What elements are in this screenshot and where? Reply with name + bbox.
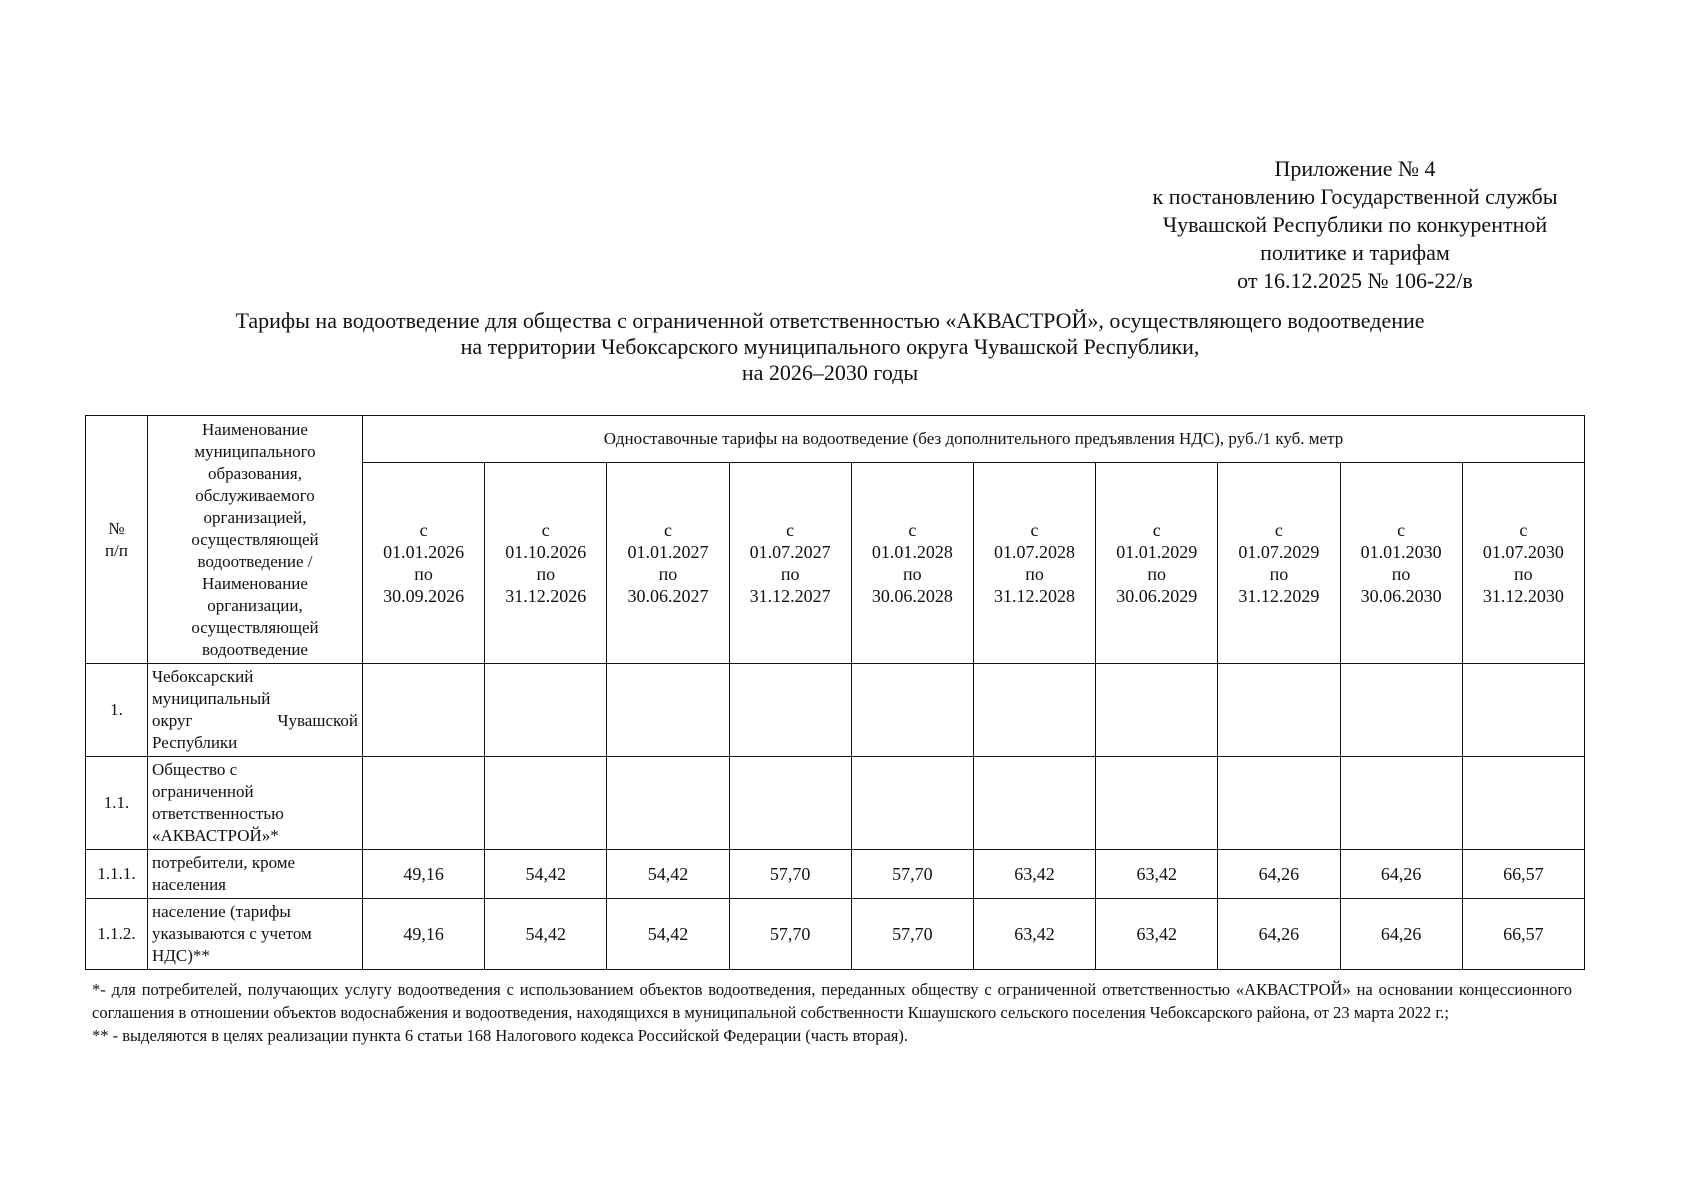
tariff-value [607, 757, 729, 850]
period-header: с 01.07.2029 по 31.12.2029 [1218, 463, 1340, 664]
tariff-value: 57,70 [729, 850, 851, 899]
period-header: с 01.01.2026 по 30.09.2026 [363, 463, 485, 664]
tariff-value: 66,57 [1462, 899, 1584, 970]
row-name: Общество с ограниченной ответственностью «АКВАСТРОЙ»* [148, 757, 363, 850]
row-name: потребители, кроме населения [148, 850, 363, 899]
appendix-line: Приложение № 4 [1274, 156, 1436, 181]
tariff-value [729, 757, 851, 850]
appendix-line: политике и тарифам [1260, 240, 1450, 265]
row-number: 1. [86, 664, 148, 757]
tariff-value: 49,16 [363, 850, 485, 899]
table-row [86, 899, 1585, 970]
period-header: с 01.07.2028 по 31.12.2028 [973, 463, 1095, 664]
tariff-value: 57,70 [851, 850, 973, 899]
table-row [86, 664, 1585, 757]
tariff-value: 57,70 [729, 899, 851, 970]
tariff-value [1096, 757, 1218, 850]
title-line: Тарифы на водоотведение для общества с ограниченной ответственностью «АКВАСТРОЙ», осуществляющего водоотведение [235, 308, 1425, 333]
tariff-value [485, 757, 607, 850]
period-header: с 01.01.2027 по 30.06.2027 [607, 463, 729, 664]
appendix-block [1120, 155, 1590, 295]
tariff-value: 64,26 [1340, 899, 1462, 970]
tariff-value: 57,70 [851, 899, 973, 970]
tariff-table [85, 415, 1585, 970]
table-row [86, 757, 1585, 850]
tariff-value: 54,42 [485, 899, 607, 970]
title-line: на 2026–2030 годы [741, 360, 919, 385]
tariff-value: 64,26 [1218, 899, 1340, 970]
title-line: на территории Чебоксарского муниципального округа Чувашской Республики, [460, 334, 1200, 359]
tariff-value: 54,42 [607, 899, 729, 970]
row-name: Чебоксарский муниципальный округ Чувашской Республики [148, 664, 363, 757]
tariff-value: 64,26 [1218, 850, 1340, 899]
tariff-value: 63,42 [1096, 850, 1218, 899]
tariff-value: 54,42 [607, 850, 729, 899]
tariff-value: 63,42 [973, 899, 1095, 970]
header-number: № п/п [86, 416, 148, 664]
row-name: население (тарифы указываются с учетом НДС)** [148, 899, 363, 970]
appendix-line: Чувашской Республики по конкурентной [1162, 212, 1548, 237]
tariff-value: 54,42 [485, 850, 607, 899]
tariff-value [1218, 664, 1340, 757]
footnote-2: ** - выделяются в целях реализации пункта 6 статьи 168 Налогового кодекса Российской Федерации (часть вторая). [92, 1026, 908, 1045]
appendix-line: к постановлению Государственной службы [1152, 184, 1558, 209]
row-number: 1.1. [86, 757, 148, 850]
tariff-value: 66,57 [1462, 850, 1584, 899]
row-number: 1.1.2. [86, 899, 148, 970]
tariff-value [363, 664, 485, 757]
tariff-value: 49,16 [363, 899, 485, 970]
footnotes [92, 978, 1572, 1047]
period-header: с 01.07.2030 по 31.12.2030 [1462, 463, 1584, 664]
tariff-value [1340, 664, 1462, 757]
tariff-value [607, 664, 729, 757]
tariff-value: 63,42 [973, 850, 1095, 899]
header-name: Наименование муниципального образования, обслуживаемого организацией, осуществляющей водоотведение / Наименование организации, осуществляющей водоотведение [148, 416, 363, 664]
period-header: с 01.10.2026 по 31.12.2026 [485, 463, 607, 664]
tariff-value [363, 757, 485, 850]
period-header: с 01.01.2029 по 30.06.2029 [1096, 463, 1218, 664]
table-header-row [86, 416, 1585, 463]
appendix-line: от 16.12.2025 № 106-22/в [1237, 268, 1473, 293]
tariff-value: 63,42 [1096, 899, 1218, 970]
tariff-value [1340, 757, 1462, 850]
tariff-value [1462, 664, 1584, 757]
table-row [86, 850, 1585, 899]
row-number: 1.1.1. [86, 850, 148, 899]
tariff-value [1462, 757, 1584, 850]
header-tariff-group: Одноставочные тарифы на водоотведение (без дополнительного предъявления НДС), руб./1 куб. метр [363, 416, 1585, 463]
tariff-value [973, 664, 1095, 757]
period-header: с 01.01.2030 по 30.06.2030 [1340, 463, 1462, 664]
document-title [80, 308, 1580, 386]
tariff-value: 64,26 [1340, 850, 1462, 899]
period-header: с 01.07.2027 по 31.12.2027 [729, 463, 851, 664]
period-header: с 01.01.2028 по 30.06.2028 [851, 463, 973, 664]
tariff-value [851, 664, 973, 757]
tariff-value [973, 757, 1095, 850]
tariff-value [1096, 664, 1218, 757]
tariff-value [851, 757, 973, 850]
tariff-value [1218, 757, 1340, 850]
tariff-value [485, 664, 607, 757]
tariff-value [729, 664, 851, 757]
footnote-1: *- для потребителей, получающих услугу водоотведения с использованием объектов водоотведения, переданных обществу с ограниченной ответственностью «АКВАСТРОЙ» на основании концессионного соглашения в отношении объектов водоснабжения и водоотведения, находящихся в муниципальной собственности Кшаушского сельского поселения Чебоксарского района, от 23 марта 2022 г.; [92, 980, 1572, 1022]
